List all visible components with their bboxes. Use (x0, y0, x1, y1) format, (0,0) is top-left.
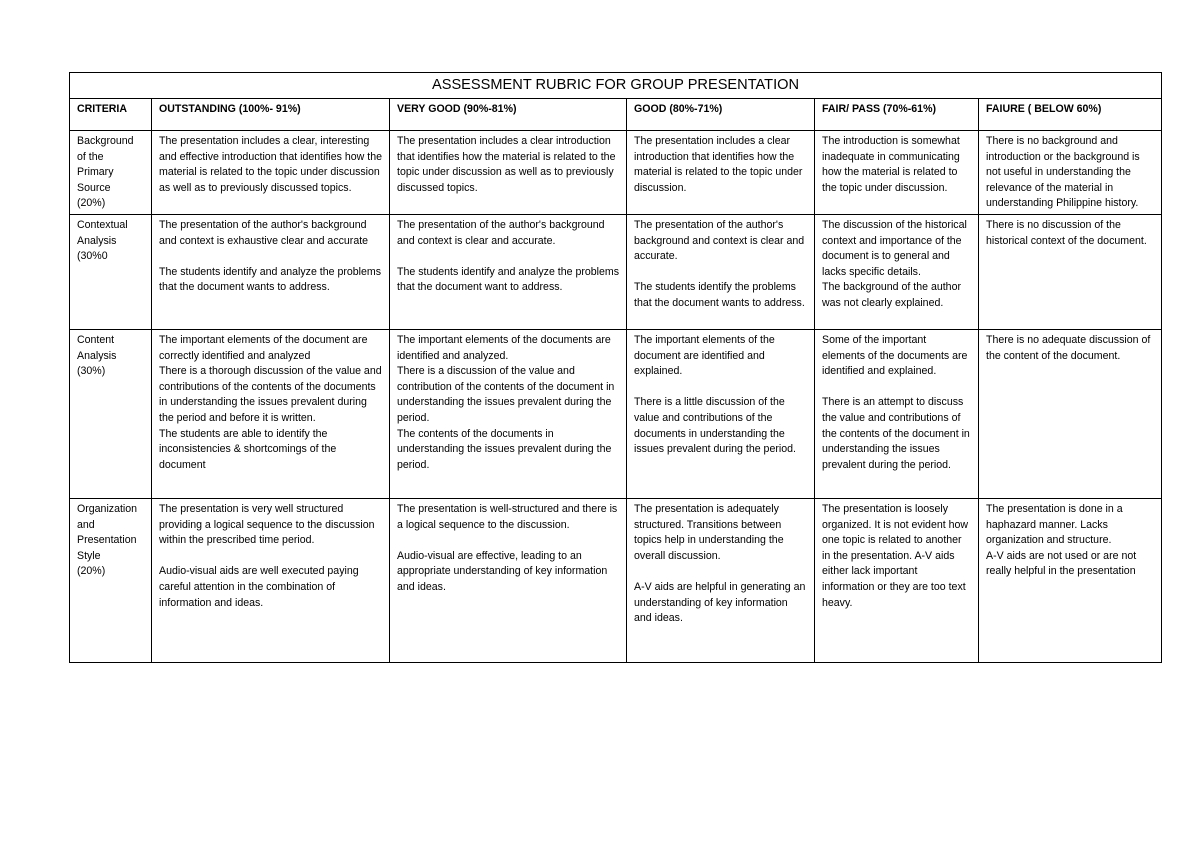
table-row (70, 499, 1162, 663)
failure-cell (979, 215, 1162, 330)
failure-cell (979, 330, 1162, 499)
header-fair-pass: FAIR/ PASS (70%-61%) (815, 99, 979, 131)
failure-text: There is no adequate discussion of the content of the document. (986, 334, 1151, 362)
very-good-text: The presentation includes a clear introduction that identifies how the material is related to the topic under discussion as well as to previously discussed topics. (397, 135, 616, 194)
criteria-cell (70, 131, 152, 215)
fair-text: The presentation is loosely organized. It is not evident how one topic is related to another in the presentation. A-V aids either lack important information or they are too text heavy. (822, 503, 969, 609)
criteria-text: Background of the Primary Source (20%) (77, 135, 134, 210)
good-text: The presentation of the author's background and context is clear and accurate. The students identify the problems that the document wants to address. (634, 219, 805, 309)
table-row (70, 131, 1162, 215)
outstanding-cell (152, 215, 390, 330)
very-good-cell (390, 330, 627, 499)
table-row (70, 330, 1162, 499)
header-criteria: CRITERIA (70, 99, 152, 131)
criteria-cell (70, 215, 152, 330)
good-cell (627, 499, 815, 663)
very-good-cell (390, 499, 627, 663)
good-cell (627, 131, 815, 215)
very-good-text: The important elements of the documents are identified and analyzed. There is a discussion of the value and contribution of the contents of the document in understanding the issues prevalent during the period. The contents of the documents in understanding the issues prevalent during the period. (397, 334, 615, 471)
header-outstanding: OUTSTANDING (100%- 91%) (152, 99, 390, 131)
outstanding-cell (152, 131, 390, 215)
failure-text: There is no background and introduction or the background is not useful in understanding the relevance of the material in understanding Philippine history. (986, 135, 1140, 210)
good-cell (627, 215, 815, 330)
outstanding-cell (152, 330, 390, 499)
rubric-table (69, 72, 1162, 663)
table-row (70, 215, 1162, 330)
very-good-cell (390, 131, 627, 215)
header-row (70, 99, 1162, 131)
rubric-document (69, 72, 1161, 663)
header-very-good: VERY GOOD (90%-81%) (390, 99, 627, 131)
good-text: The presentation includes a clear introduction that identifies how the material is related to the topic under discussion. (634, 135, 803, 194)
fair-cell (815, 215, 979, 330)
failure-cell (979, 131, 1162, 215)
criteria-text: Contextual Analysis (30%0 (77, 219, 128, 263)
fair-cell (815, 499, 979, 663)
title-row (70, 73, 1162, 99)
fair-cell (815, 131, 979, 215)
failure-text: The presentation is done in a haphazard manner. Lacks organization and structure. A-V aids are not used or are not really helpful in the presentation (986, 503, 1137, 578)
failure-text: There is no discussion of the historical context of the document. (986, 219, 1147, 247)
outstanding-text: The presentation includes a clear, interesting and effective introduction that identifies how the material is related to the topic under discussion as well as to previously discussed topics. (159, 135, 383, 194)
fair-text: The discussion of the historical context and importance of the document is to general and lacks specific details. The background of the author was not clearly explained. (822, 219, 967, 309)
header-good: GOOD (80%-71%) (627, 99, 815, 131)
good-cell (627, 330, 815, 499)
failure-cell (979, 499, 1162, 663)
criteria-cell (70, 330, 152, 499)
fair-text: The introduction is somewhat inadequate in communicating how the material is related to the topic under discussion. (822, 135, 960, 194)
criteria-text: Organization and Presentation Style (20%) (77, 503, 138, 578)
rubric-title: ASSESSMENT RUBRIC FOR GROUP PRESENTATION (70, 73, 1162, 99)
very-good-text: The presentation of the author's background and context is clear and accurate. The students identify and analyze the problems that the document want to address. (397, 219, 620, 294)
very-good-cell (390, 215, 627, 330)
fair-cell (815, 330, 979, 499)
criteria-cell (70, 499, 152, 663)
outstanding-cell (152, 499, 390, 663)
criteria-text: Content Analysis (30%) (77, 334, 117, 378)
good-text: The presentation is adequately structured. Transitions between topics help in understanding the overall discussion. A-V aids are helpful in generating an understanding of key information and ideas. (634, 503, 806, 625)
very-good-text: The presentation is well-structured and there is a logical sequence to the discussion. Audio-visual are effective, leading to an appropriate understanding of key information and ideas. (397, 503, 618, 593)
fair-text: Some of the important elements of the documents are identified and explained. There is an attempt to discuss the value and contributions of the contents of the document in understanding the issues prevalent during the period. (822, 334, 970, 471)
outstanding-text: The presentation is very well structured providing a logical sequence to the discussion within the prescribed time period. Audio-visual aids are well executed paying careful attention in the combination of information and ideas. (159, 503, 375, 609)
header-failure: FAIURE ( BELOW 60%) (979, 99, 1162, 131)
outstanding-text: The presentation of the author's background and context is exhaustive clear and accurate The students identify and analyze the problems that the document wants to address. (159, 219, 382, 294)
outstanding-text: The important elements of the document are correctly identified and analyzed There is a thorough discussion of the value and contributions of the contents of the documents in understanding the issues prevalent during the period and before it is written. The students are able to identify the inconsistencies & shortcomings of the document (159, 334, 382, 471)
good-text: The important elements of the document are identified and explained. There is a little discussion of the value and contributions of the documents in understanding the issues prevalent during the period. (634, 334, 796, 456)
